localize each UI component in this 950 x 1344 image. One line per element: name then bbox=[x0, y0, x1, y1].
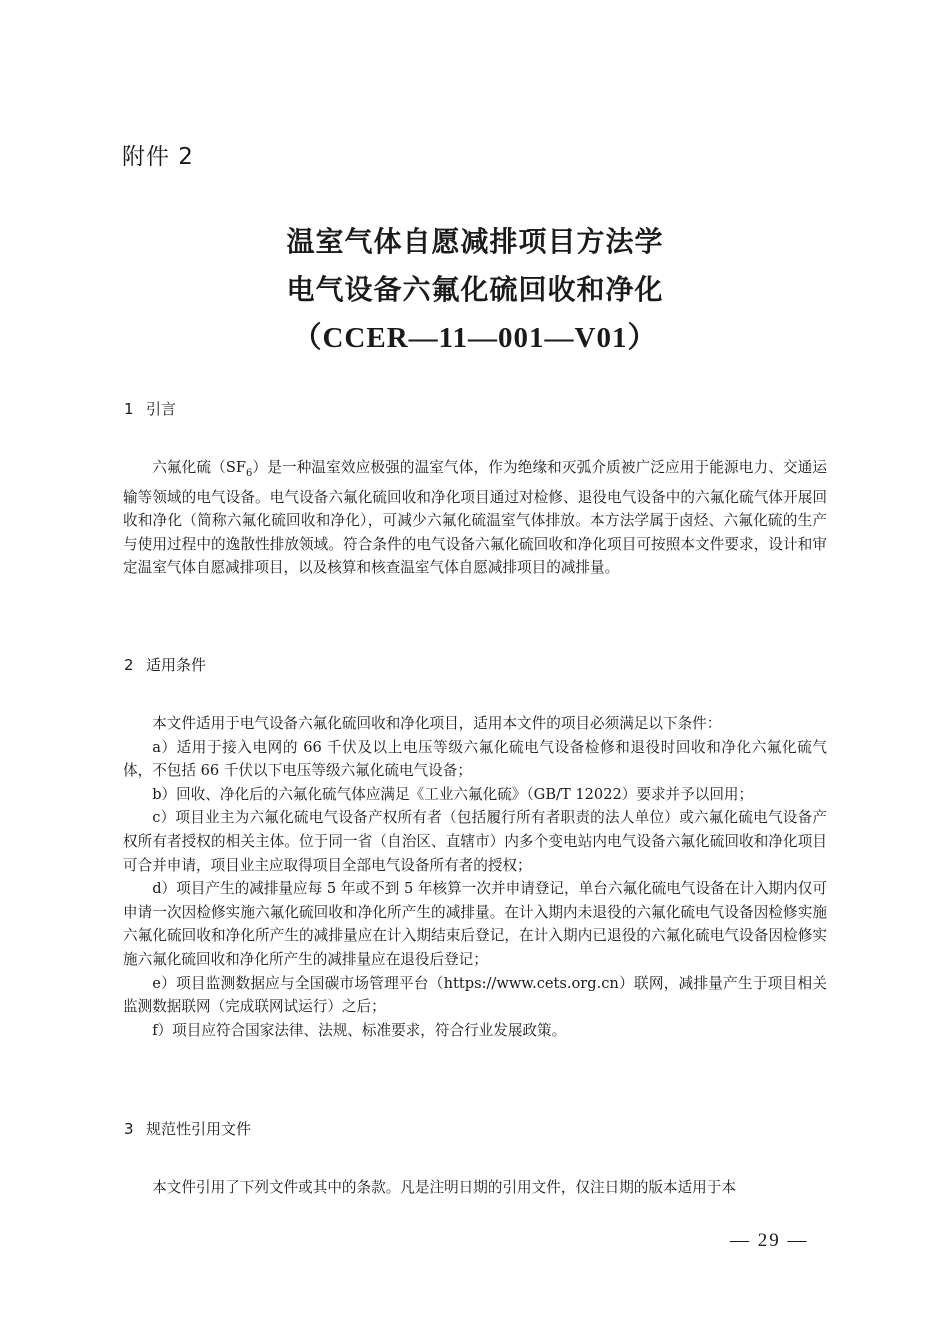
condition-item-b: b）回收、净化后的六氟化硫气体应满足《工业六氟化硫》（GB/T 12022）要求并予以回用； bbox=[152, 785, 754, 803]
document-title bbox=[0, 218, 950, 362]
section-3-heading bbox=[124, 1118, 251, 1139]
section-3-title: 规范性引用文件 bbox=[146, 1120, 252, 1138]
condition-item-c: c）项目业主为六氟化硫电气设备产权所有者（包括履行所有者职责的法人单位）或六氟化硫电气设备产权所有者授权的相关主体。位于同一省（自治区、直辖市）内多个变电站内电气设备六氟化硫回收和净化项目可合并申请，项目业主应取得项目全部电气设备所有者的授权； bbox=[123, 809, 827, 874]
attachment-label: 附件 2 bbox=[122, 144, 194, 170]
section-1-number: 1 bbox=[124, 400, 134, 418]
section-2-number: 2 bbox=[124, 656, 134, 674]
page-number: — 29 — bbox=[730, 1230, 809, 1251]
section-3-body bbox=[123, 1176, 827, 1200]
section-2-body bbox=[123, 712, 827, 1042]
condition-item-f: f）项目应符合国家法律、法规、标准要求，符合行业发展政策。 bbox=[152, 1021, 567, 1039]
section-1-title: 引言 bbox=[146, 400, 177, 418]
methodology-code: （CCER—11—001—V01） bbox=[292, 322, 658, 354]
section-2-title: 适用条件 bbox=[146, 656, 207, 674]
section-2-heading bbox=[124, 654, 206, 675]
title-line-2: 电气设备六氟化硫回收和净化 bbox=[286, 273, 664, 306]
condition-item-a: a）适用于接入电网的 66 千伏及以上电压等级六氟化硫电气设备检修和退役时回收和净化六氟化硫气体，不包括 66 千伏以下电压等级六氟化硫电气设备； bbox=[123, 738, 827, 780]
section-3-number: 3 bbox=[124, 1120, 134, 1138]
section-1-body bbox=[123, 456, 827, 580]
title-line-1: 温室气体自愿减排项目方法学 bbox=[286, 225, 664, 258]
section-2-intro: 本文件适用于电气设备六氟化硫回收和净化项目，适用本文件的项目必须满足以下条件： bbox=[152, 715, 722, 732]
condition-item-d: d）项目产生的减排量应每 5 年或不到 5 年核算一次并申请登记，单台六氟化硫电气设备在计入期内仅可申请一次因检修实施六氟化硫回收和净化所产生的减排量。在计入期内未退役的六氟化硫电气设备因检修实施六氟化硫回收和净化所产生的减排量应在计入期结束后登记，在计入期内已退役的六氟化硫电气设备因检修实施六氟化硫回收和净化所产生的减排量应在退役后登记； bbox=[123, 880, 827, 968]
section-1-heading bbox=[124, 398, 176, 419]
condition-item-e: e）项目监测数据应与全国碳市场管理平台（https://www.cets.org.cn）联网，减排量产生于项目相关监测数据联网（完成联网试运行）之后； bbox=[123, 974, 827, 1016]
section-1-paragraph: 六氟化硫$(SF_6)$是一种温室效应极强的温室气体，作为绝缘和灭弧介质被广泛应用于能源电力、交通运输等领域的电气设备。电气设备六氟化硫回收和净化项目通过对检修、退役电气设备中的六氟化硫气体开展回收和净化（简称六氟化硫回收和净化），可减少六氟化硫温室气体排放。本方法学属于卤烃、六氟化硫的生产与使用过程中的逸散性排放领域。符合条件的电气设备六氟化硫回收和净化项目可按照本文件要求，设计和审定温室气体自愿减排项目，以及核算和核查温室气体自愿减排项目的减排量。 bbox=[123, 459, 827, 577]
section-3-paragraph: 本文件引用了下列文件或其中的条款。凡是注明日期的引用文件，仅注日期的版本适用于本 bbox=[152, 1179, 736, 1196]
